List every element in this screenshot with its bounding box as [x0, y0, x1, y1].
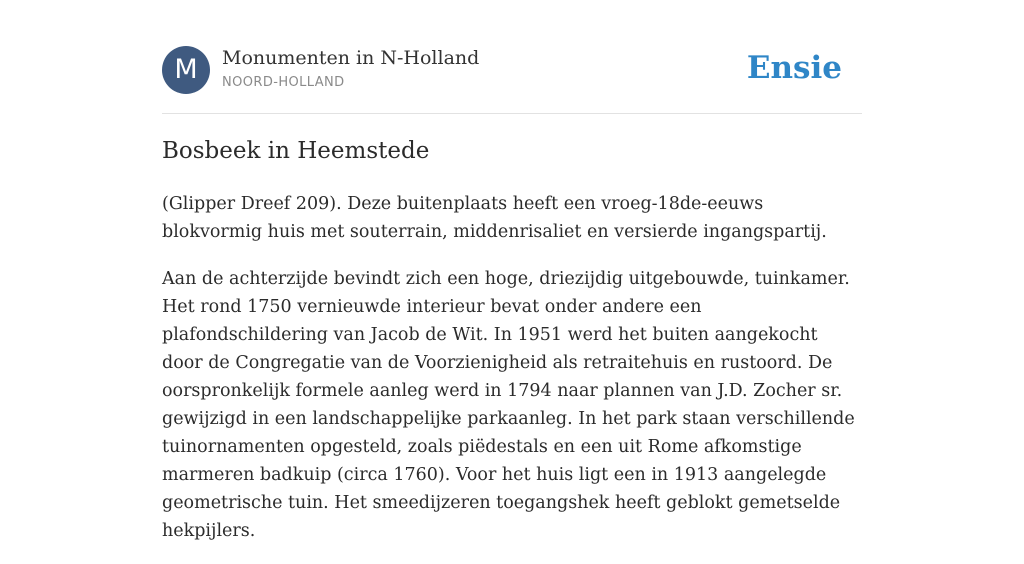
header-divider	[162, 113, 862, 114]
article-title: Bosbeek in Heemstede	[162, 138, 430, 164]
source-header	[162, 46, 862, 96]
article-body	[162, 190, 862, 564]
source-name-link[interactable]: Monumenten in N-Holland	[222, 47, 480, 69]
avatar[interactable]: M	[162, 46, 210, 94]
article-paragraph: Aan de achterzijde bevindt zich een hoge, driezijdig uitgebouwde, tuinkamer. Het rond 1750 vernieuwde interieur bevat onder andere een plafondschildering van Jacob de Wit. In 1951 werd het buiten aangekocht door de Congregatie van de Voorzienigheid als retraitehuis en rustoord. De oorspronkelijk formele aanleg werd in 1794 naar plannen van J.D. Zocher sr. gewijzigd in een landschappelijke parkaanleg. In het park staan verschillende tuinornamenten opgesteld, zoals piëdestals en een uit Rome afkomstige marmeren badkuip (circa 1760). Voor het huis ligt een in 1913 aangelegde geometrische tuin. Het smeedijzeren toegangshek heeft geblokt gemetselde hekpijlers.	[162, 269, 855, 541]
ensie-logo[interactable]: Ensie	[746, 50, 842, 86]
article-paragraph: (Glipper Dreef 209). Deze buitenplaats heeft een vroeg-18de-eeuws blokvormig huis met souterrain, middenrisaliet en versierde ingangspartij.	[162, 194, 827, 242]
source-region: NOORD-HOLLAND	[222, 75, 345, 90]
